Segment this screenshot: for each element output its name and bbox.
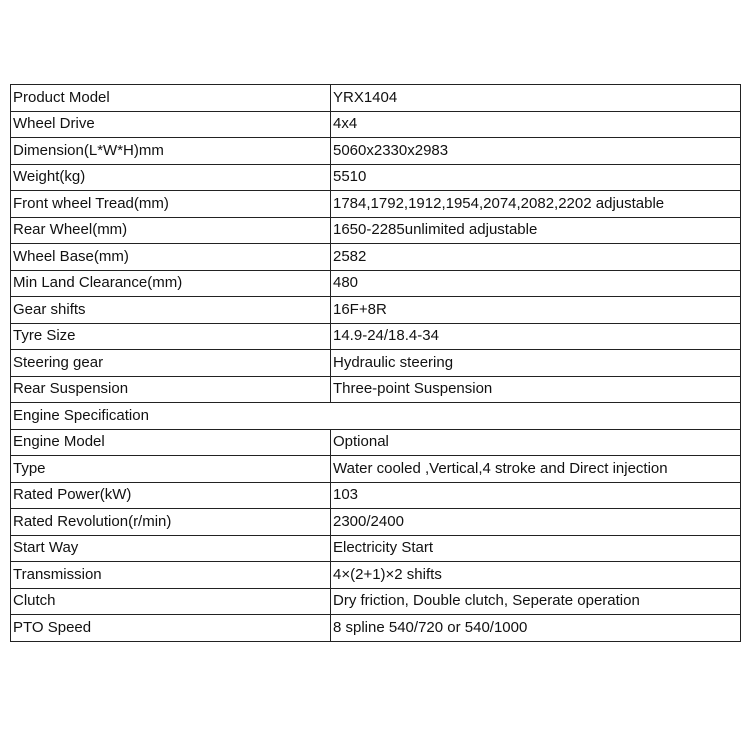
spec-value: Water cooled ,Vertical,4 stroke and Direct injection [331, 456, 741, 483]
table-row [11, 323, 741, 350]
table-row [11, 456, 741, 483]
spec-label: Product Model [11, 85, 331, 112]
spec-label: Min Land Clearance(mm) [11, 270, 331, 297]
spec-label: Start Way [11, 535, 331, 562]
table-row [11, 588, 741, 615]
spec-label: Rear Suspension [11, 376, 331, 403]
table-row [11, 562, 741, 589]
spec-label: Tyre Size [11, 323, 331, 350]
spec-value: Optional [331, 429, 741, 456]
spec-value: 5060x2330x2983 [331, 138, 741, 165]
spec-label: Steering gear [11, 350, 331, 377]
table-row [11, 270, 741, 297]
spec-value: 14.9-24/18.4-34 [331, 323, 741, 350]
table-row [11, 297, 741, 324]
table-row [11, 111, 741, 138]
spec-label: Gear shifts [11, 297, 331, 324]
section-header-row [11, 403, 741, 430]
spec-value: 8 spline 540/720 or 540/1000 [331, 615, 741, 642]
spec-label: Engine Model [11, 429, 331, 456]
spec-value: 103 [331, 482, 741, 509]
table-row [11, 217, 741, 244]
spec-label: Rear Wheel(mm) [11, 217, 331, 244]
table-row [11, 350, 741, 377]
table-row [11, 244, 741, 271]
spec-value: 2582 [331, 244, 741, 271]
table-row [11, 138, 741, 165]
spec-value: Three-point Suspension [331, 376, 741, 403]
table-row [11, 85, 741, 112]
spec-value: 2300/2400 [331, 509, 741, 536]
table-row [11, 482, 741, 509]
table-row [11, 191, 741, 218]
spec-value: YRX1404 [331, 85, 741, 112]
spec-value: 16F+8R [331, 297, 741, 324]
spec-label: Front wheel Tread(mm) [11, 191, 331, 218]
spec-value: 1650-2285unlimited adjustable [331, 217, 741, 244]
spec-label: Weight(kg) [11, 164, 331, 191]
spec-label: Transmission [11, 562, 331, 589]
spec-value: Dry friction, Double clutch, Seperate operation [331, 588, 741, 615]
spec-value: 4×(2+1)×2 shifts [331, 562, 741, 589]
spec-label: PTO Speed [11, 615, 331, 642]
table-row [11, 164, 741, 191]
spec-table [10, 84, 741, 642]
spec-table-body [11, 85, 741, 642]
table-row [11, 615, 741, 642]
spec-label: Dimension(L*W*H)mm [11, 138, 331, 165]
spec-value: 1784,1792,1912,1954,2074,2082,2202 adjustable [331, 191, 741, 218]
spec-value: 4x4 [331, 111, 741, 138]
spec-value: Electricity Start [331, 535, 741, 562]
spec-value: 480 [331, 270, 741, 297]
spec-value: 5510 [331, 164, 741, 191]
spec-label: Clutch [11, 588, 331, 615]
table-row [11, 376, 741, 403]
spec-label: Type [11, 456, 331, 483]
spec-label: Wheel Drive [11, 111, 331, 138]
spec-label: Rated Power(kW) [11, 482, 331, 509]
table-row [11, 509, 741, 536]
spec-value: Hydraulic steering [331, 350, 741, 377]
spec-label: Rated Revolution(r/min) [11, 509, 331, 536]
table-row [11, 429, 741, 456]
engine-section-header: Engine Specification [11, 403, 741, 430]
table-row [11, 535, 741, 562]
spec-label: Wheel Base(mm) [11, 244, 331, 271]
